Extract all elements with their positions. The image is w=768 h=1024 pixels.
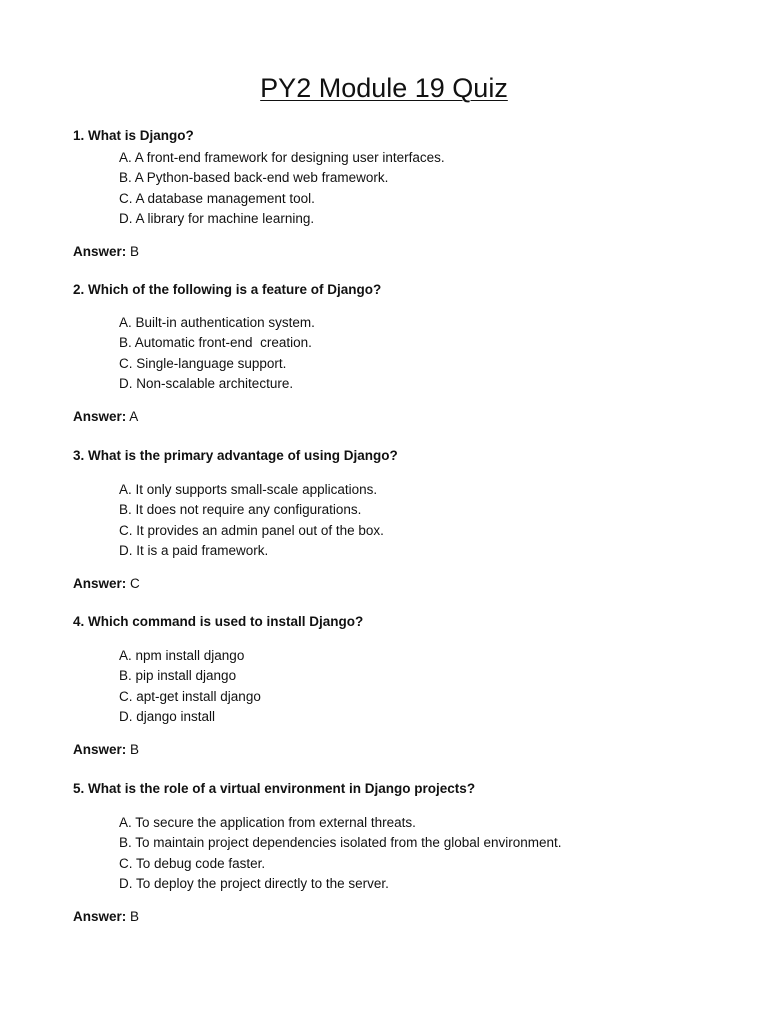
answer-line	[73, 741, 713, 759]
option-item: B. To maintain project dependencies isolated from the global environment.	[119, 835, 562, 851]
question-block	[73, 281, 713, 426]
option-item: C. apt-get install django	[119, 688, 261, 704]
option-item: D. To deploy the project directly to the server.	[119, 876, 389, 892]
answer-label: Answer:	[73, 575, 127, 591]
answer-value: A	[129, 408, 139, 424]
option-item: D. A library for machine learning.	[119, 211, 315, 227]
page-title: PY2 Module 19 Quiz	[260, 73, 508, 103]
answer-line	[73, 575, 713, 593]
option-list	[73, 813, 713, 895]
answer-line	[73, 908, 713, 926]
option-item: D. Non-scalable architecture.	[119, 376, 294, 392]
answer-value: B	[130, 243, 140, 259]
option-item: C. It provides an admin panel out of the box.	[119, 522, 384, 538]
option-item: A. It only supports small-scale applications.	[119, 482, 378, 497]
option-item: D. django install	[119, 709, 216, 725]
option-item: C. To debug code faster.	[119, 855, 266, 871]
question-text: 4. Which command is used to install Django?	[73, 614, 364, 629]
answer-value: B	[130, 741, 140, 757]
question-block	[73, 613, 713, 759]
answer-label: Answer:	[73, 243, 127, 259]
answer-line	[73, 408, 713, 426]
option-item: A. To secure the application from external threats.	[119, 815, 416, 830]
option-item: A. npm install django	[119, 648, 245, 663]
answer-label: Answer:	[73, 408, 127, 424]
question-text: 1. What is Django?	[73, 128, 194, 143]
option-list	[73, 148, 713, 230]
question-text: 2. Which of the following is a feature of Django?	[73, 282, 382, 297]
question-block	[73, 447, 713, 593]
option-item: C. Single-language support.	[119, 355, 287, 371]
option-item: B. Automatic front-end creation.	[119, 335, 312, 351]
option-list	[73, 646, 713, 728]
answer-label: Answer:	[73, 741, 127, 757]
answer-label: Answer:	[73, 908, 127, 924]
option-item: D. It is a paid framework.	[119, 543, 269, 559]
question-block	[73, 127, 713, 261]
question-text: 5. What is the role of a virtual environment in Django projects?	[73, 781, 476, 796]
answer-value: B	[130, 908, 140, 924]
option-list	[73, 480, 713, 562]
question-text: 3. What is the primary advantage of using Django?	[73, 448, 398, 463]
option-item: A. Built-in authentication system.	[119, 315, 315, 330]
option-item: A. A front-end framework for designing user interfaces.	[119, 150, 445, 165]
option-item: B. A Python-based back-end web framework.	[119, 170, 389, 186]
option-item: B. It does not require any configurations.	[119, 502, 362, 518]
answer-value: C	[130, 575, 140, 591]
answer-line	[73, 243, 713, 261]
question-block	[73, 780, 713, 926]
option-list	[73, 313, 713, 395]
option-item: C. A database management tool.	[119, 190, 315, 206]
option-item: B. pip install django	[119, 668, 237, 684]
